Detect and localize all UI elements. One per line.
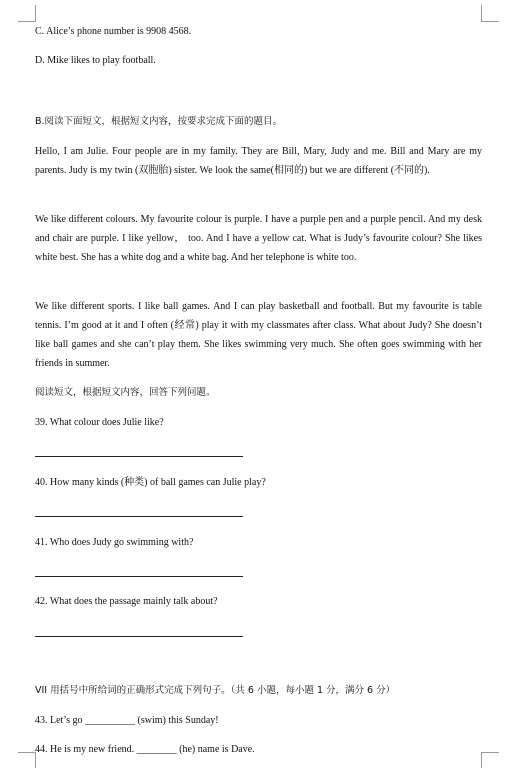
crop-mark-top-right xyxy=(481,5,482,22)
passage-paragraph-3: We like different sports. I like ball games. And I can play basketball and football. But my favourite is table tennis. I’m good at it and I often (经常) play it with my classmates after class. What about Judy? She doesn’t like ball games and she can’t play them. She likes swimming very much. She often goes swimming with her friends in summer. xyxy=(35,301,482,369)
answer-line-39[interactable] xyxy=(35,456,243,457)
option-d: D. Mike likes to play football. xyxy=(35,55,156,66)
crop-mark-bottom-left xyxy=(18,752,36,753)
passage-paragraph-2: We like different colours. My favourite colour is purple. I have a purple pen and a purple pencil. And my desk and chair are purple. I like yellow， too. And I have a yellow cat. What is Judy’s favourite colour? She likes white best. She has a white dog and a white bag. And her telephone is white too. xyxy=(35,214,482,263)
answer-line-40[interactable] xyxy=(35,516,243,517)
question-39: 39. What colour does Julie like? xyxy=(35,417,164,428)
crop-mark-top-right xyxy=(481,21,499,22)
crop-mark-top-left xyxy=(35,5,36,22)
option-c: C. Alice’s phone number is 9908 4568. xyxy=(35,26,192,37)
question-42: 42. What does the passage mainly talk about? xyxy=(35,596,218,607)
crop-mark-bottom-right xyxy=(481,752,499,753)
answer-line-42[interactable] xyxy=(35,636,243,637)
crop-mark-top-left xyxy=(18,21,36,22)
questions-instruction: 阅读短文，根据短文内容，回答下列问题。 xyxy=(35,387,216,398)
passage-paragraph-1: Hello, I am Julie. Four people are in my family. They are Bill, Mary, Judy and me. Bill and Mary are my parents. Judy is my twin (双胞胎) sister. We look the same(相同的) but we are different (不同的). xyxy=(35,146,482,176)
item-43: 43. Let’s go __________ (swim) this Sunday! xyxy=(35,715,219,726)
item-44: 44. He is my new friend. ________ (he) name is Dave. xyxy=(35,744,255,755)
question-40: 40. How many kinds (种类) of ball games can Julie play? xyxy=(35,477,266,488)
question-41: 41. Who does Judy go swimming with? xyxy=(35,537,194,548)
answer-line-41[interactable] xyxy=(35,576,243,577)
section-b-heading: B.阅读下面短文，根据短文内容，按要求完成下面的题目。 xyxy=(35,116,283,127)
section-vii-heading: VII 用括号中所给词的正确形式完成下列句子。（共 6 小题，每小题 1 分，满分 6 分） xyxy=(35,685,396,696)
